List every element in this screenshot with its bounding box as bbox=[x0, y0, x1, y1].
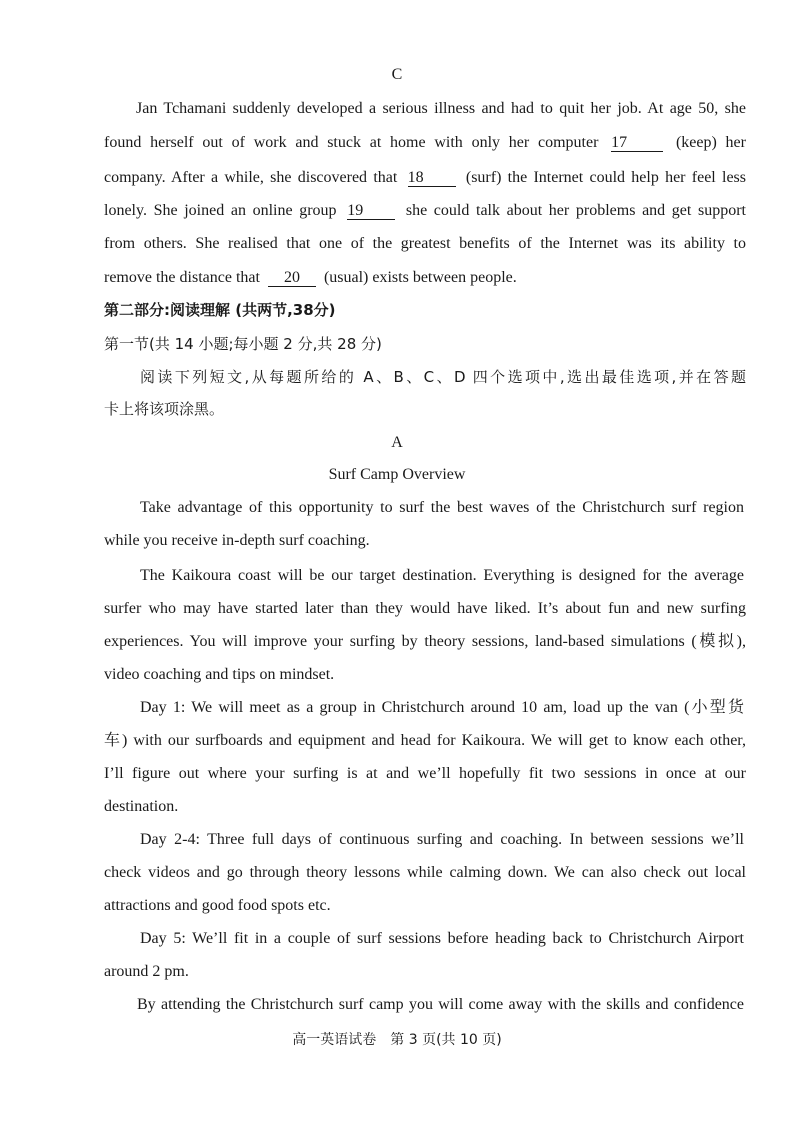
blank-19[interactable]: 19 bbox=[347, 202, 395, 220]
a-p4-line-2: check videos and go through theory lessons while calming down. We can also check out local bbox=[104, 864, 746, 881]
a-p3-line-4: destination. bbox=[104, 798, 179, 815]
c-line-3-text-a: company. After a while, she discovered that bbox=[104, 169, 398, 186]
a-p4-line-3: attractions and good food spots etc. bbox=[104, 897, 331, 914]
c-line-4 bbox=[104, 201, 746, 221]
a-p3-line-1: Day 1: We will meet as a group in Christchurch around 10 am, load up the van (小型货 bbox=[140, 699, 744, 716]
c-line-5: from others. She realised that one of the greatest benefits of the Internet was its ability to bbox=[104, 235, 746, 252]
blank-20[interactable]: 20 bbox=[268, 269, 316, 287]
c-line-6-text-a: remove the distance that bbox=[104, 269, 260, 286]
part2-title: 第二部分:阅读理解 (共两节,38分) bbox=[104, 301, 336, 319]
a-p4-line-1: Day 2-4: Three full days of continuous surfing and coaching. In between sessions we’ll bbox=[140, 831, 744, 848]
a-p2-line-3: experiences. You will improve your surfing by theory sessions, land-based simulations (模拟), bbox=[104, 633, 746, 650]
c-line-4-text-b: she could talk about her problems and get support bbox=[405, 202, 746, 219]
a-p6-line-1: By attending the Christchurch surf camp you will come away with the skills and confidence bbox=[137, 996, 744, 1013]
a-p1-line-2: while you receive in-depth surf coaching. bbox=[104, 532, 370, 549]
section-c-heading: C bbox=[391, 66, 403, 83]
a-p3-line-2: 车) with our surfboards and equipment and head for Kaikoura. We will get to know each other, bbox=[104, 732, 746, 749]
a-p2-line-2: surfer who may have started later than they would have liked. It’s about fun and new surfing bbox=[104, 600, 746, 617]
c-line-2-text-b: (keep) her bbox=[675, 134, 746, 151]
a-p5-line-1: Day 5: We’ll fit in a couple of surf sessions before heading back to Christchurch Airport bbox=[140, 930, 744, 947]
a-p2-line-4: video coaching and tips on mindset. bbox=[104, 666, 335, 683]
passage-a-title: Surf Camp Overview bbox=[328, 466, 466, 483]
c-line-4-text-a: lonely. She joined an online group bbox=[104, 202, 337, 219]
a-p5-line-2: around 2 pm. bbox=[104, 963, 189, 980]
a-p1-line-1: Take advantage of this opportunity to surf the best waves of the Christchurch surf region bbox=[140, 499, 744, 516]
c-line-1: Jan Tchamani suddenly developed a serious illness and had to quit her job. At age 50, she bbox=[136, 100, 746, 117]
part2-instructions-line-2: 卡上将该项涂黑。 bbox=[104, 400, 225, 418]
c-line-6 bbox=[104, 268, 746, 288]
a-p2-line-1: The Kaikoura coast will be our target destination. Everything is designed for the average bbox=[140, 567, 744, 584]
part2-section1: 第一节(共 14 小题;每小题 2 分,共 28 分) bbox=[104, 335, 382, 353]
a-p3-line-3: I’ll figure out where your surfing is at and we’ll hopefully fit two sessions in once at our bbox=[104, 765, 746, 782]
c-line-3-text-b: (surf) the Internet could help her feel less bbox=[465, 169, 747, 186]
blank-17[interactable]: 17 bbox=[611, 134, 663, 152]
part2-instructions-line-1: 阅读下列短文,从每题所给的 A、B、C、D 四个选项中,选出最佳选项,并在答题 bbox=[140, 368, 746, 386]
passage-a-letter: A bbox=[391, 434, 403, 451]
c-line-3 bbox=[104, 168, 746, 188]
blank-18[interactable]: 18 bbox=[408, 169, 456, 187]
c-line-2 bbox=[104, 133, 746, 153]
c-line-6-text-b: (usual) exists between people. bbox=[323, 269, 517, 286]
c-line-2-text-a: found herself out of work and stuck at home with only her computer bbox=[104, 134, 599, 151]
page-footer: 高一英语试卷 第 3 页(共 10 页) bbox=[292, 1032, 502, 1048]
